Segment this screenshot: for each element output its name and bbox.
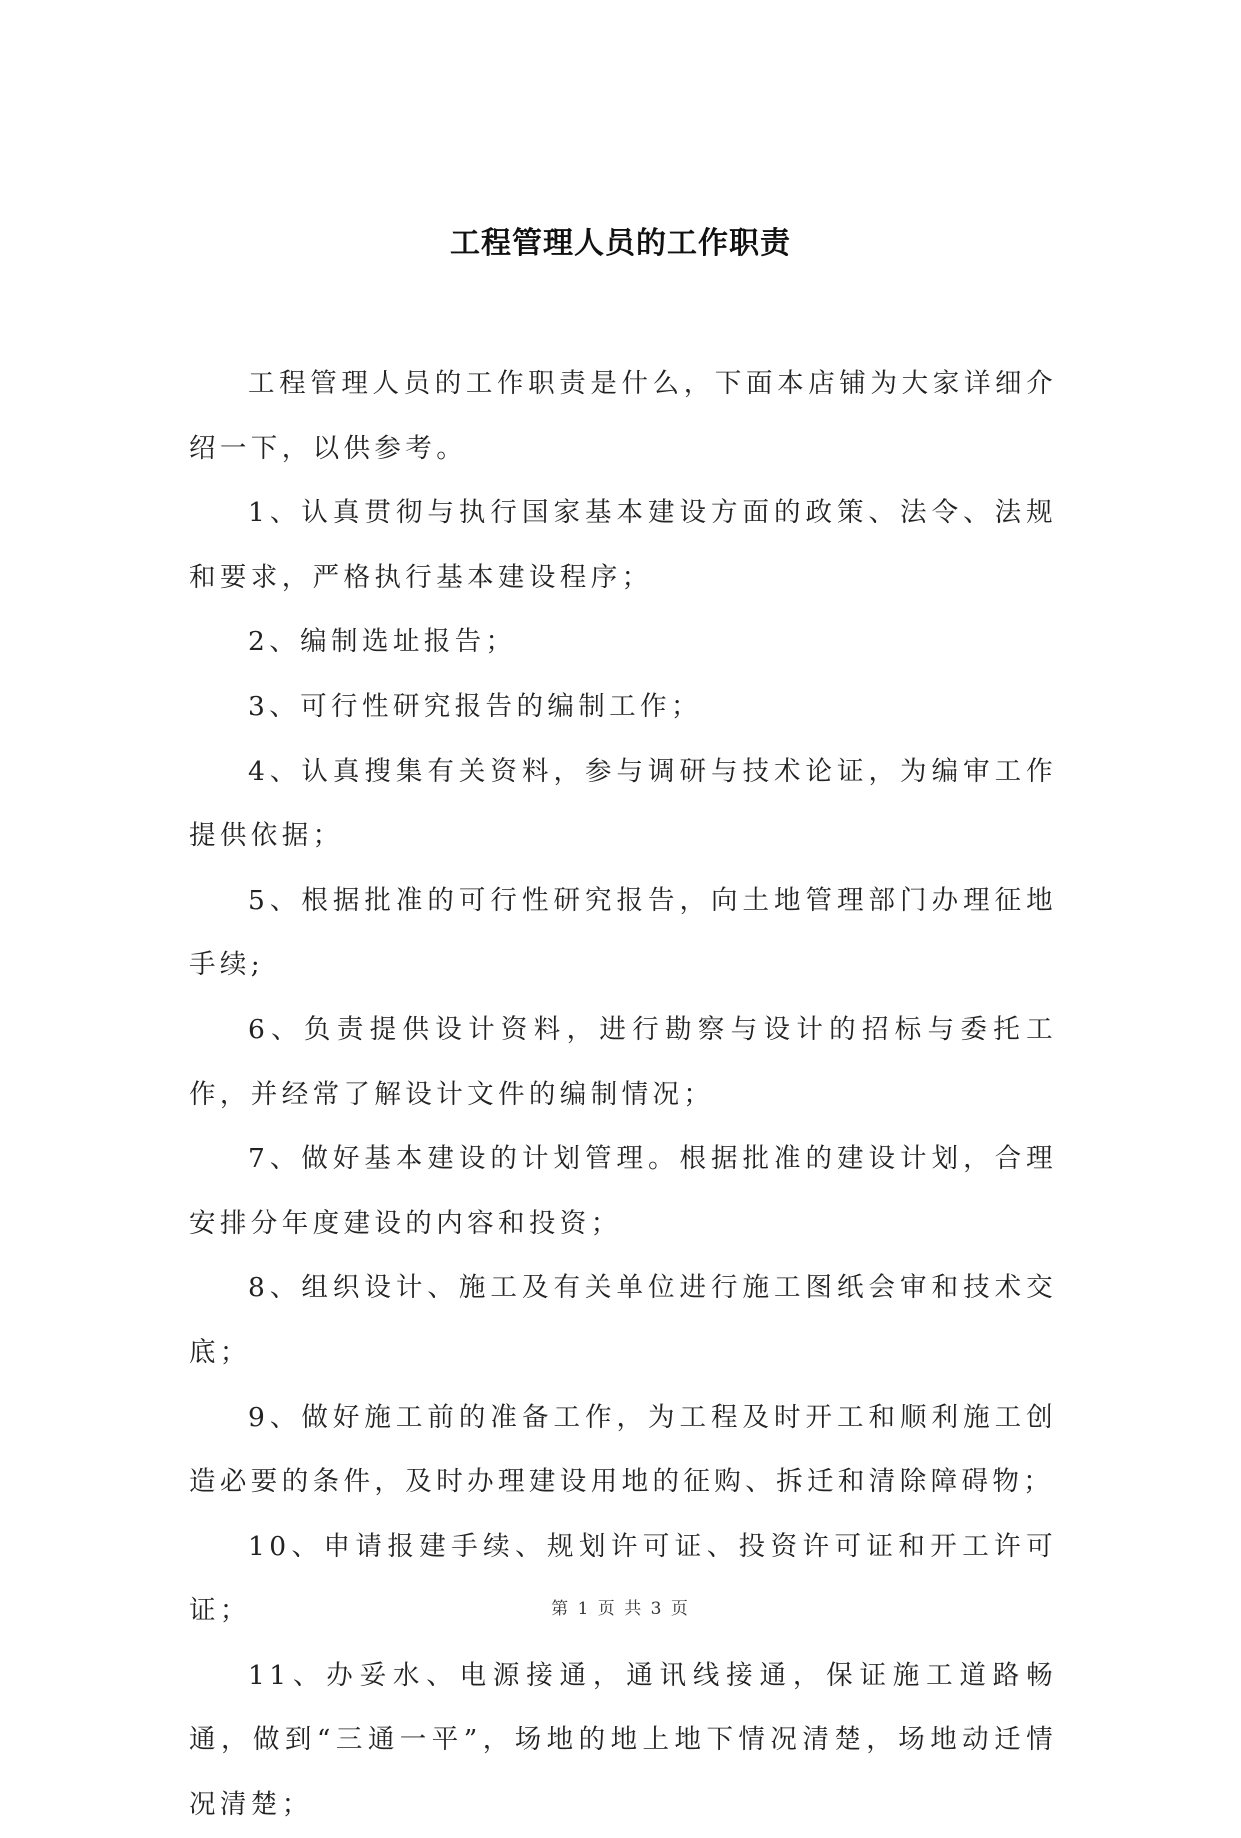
duty-item-9: 9、做好施工前的准备工作，为工程及时开工和顺利施工创造必要的条件，及时办理建设用地的征购、拆迁和清除障碍物； bbox=[189, 1401, 1057, 1498]
duty-item-1: 1、认真贯彻与执行国家基本建设方面的政策、法令、法规和要求，严格执行基本建设程序； bbox=[189, 497, 1057, 593]
duty-item-7: 7、做好基本建设的计划管理。根据批准的建设计划，合理安排分年度建设的内容和投资； bbox=[189, 1143, 1057, 1239]
duty-item-11: 11、办妥水、电源接通，通讯线接通，保证施工道路畅通，做到“三通一平”，场地的地上地下情况清楚，场地动迁情况清楚； bbox=[189, 1659, 1057, 1821]
document-title: 工程管理人员的工作职责 bbox=[450, 226, 791, 261]
duty-item-6: 6、负责提供设计资料，进行勘察与设计的招标与委托工作，并经常了解设计文件的编制情况； bbox=[189, 1013, 1057, 1110]
duty-item-10: 10、申请报建手续、规划许可证、投资许可证和开工许可证； bbox=[189, 1530, 1057, 1627]
duty-item-2: 2、编制选址报告； bbox=[248, 626, 517, 658]
duty-item-8: 8、组织设计、施工及有关单位进行施工图纸会审和技术交底； bbox=[189, 1272, 1057, 1368]
intro-paragraph: 工程管理人员的工作职责是什么，下面本店铺为大家详细介绍一下，以供参考。 bbox=[189, 368, 1057, 464]
page-number-footer: 第 1 页 共 3 页 bbox=[551, 1599, 690, 1619]
duty-item-3: 3、可行性研究报告的编制工作； bbox=[248, 690, 702, 722]
duty-item-5: 5、根据批准的可行性研究报告，向土地管理部门办理征地手续; bbox=[189, 884, 1057, 981]
duty-item-4: 4、认真搜集有关资料，参与调研与技术论证，为编审工作提供依据； bbox=[189, 755, 1057, 852]
